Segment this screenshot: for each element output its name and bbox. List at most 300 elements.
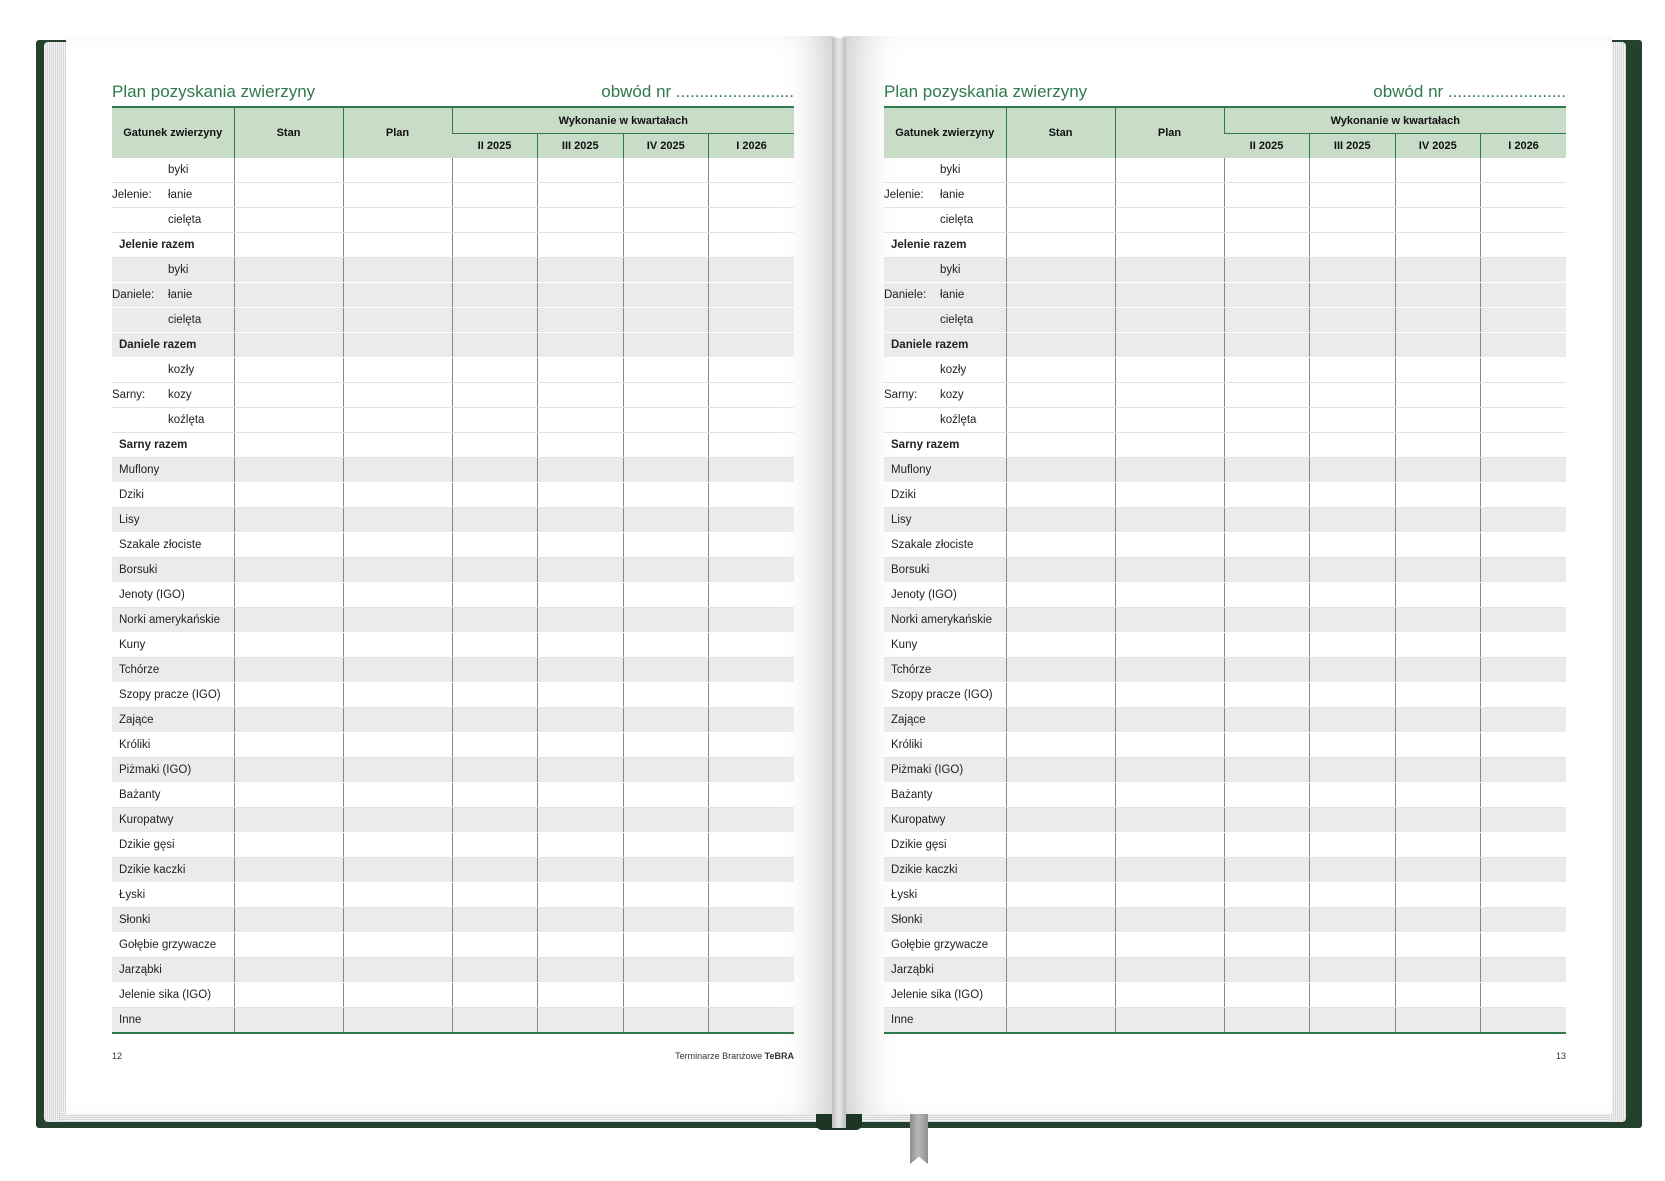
entry-cell[interactable] [1006, 533, 1115, 558]
entry-cell[interactable] [709, 1008, 795, 1034]
entry-cell[interactable] [623, 608, 709, 633]
entry-cell[interactable] [709, 758, 795, 783]
entry-cell[interactable] [452, 633, 538, 658]
entry-cell[interactable] [1224, 158, 1310, 183]
entry-cell[interactable] [1115, 508, 1224, 533]
entry-cell[interactable] [452, 533, 538, 558]
entry-cell[interactable] [234, 683, 343, 708]
entry-cell[interactable] [1395, 908, 1481, 933]
entry-cell[interactable] [1310, 258, 1396, 283]
entry-cell[interactable] [452, 333, 538, 358]
entry-cell[interactable] [1006, 933, 1115, 958]
entry-cell[interactable] [709, 458, 795, 483]
entry-cell[interactable] [1310, 608, 1396, 633]
entry-cell[interactable] [709, 583, 795, 608]
entry-cell[interactable] [1481, 733, 1567, 758]
entry-cell[interactable] [343, 433, 452, 458]
entry-cell[interactable] [1395, 283, 1481, 308]
entry-cell[interactable] [623, 358, 709, 383]
entry-cell[interactable] [1310, 583, 1396, 608]
entry-cell[interactable] [343, 408, 452, 433]
entry-cell[interactable] [1006, 833, 1115, 858]
entry-cell[interactable] [1310, 333, 1396, 358]
entry-cell[interactable] [1395, 608, 1481, 633]
entry-cell[interactable] [234, 983, 343, 1008]
entry-cell[interactable] [452, 558, 538, 583]
entry-cell[interactable] [1224, 608, 1310, 633]
entry-cell[interactable] [1481, 958, 1567, 983]
entry-cell[interactable] [452, 758, 538, 783]
entry-cell[interactable] [452, 208, 538, 233]
entry-cell[interactable] [538, 258, 624, 283]
entry-cell[interactable] [538, 733, 624, 758]
entry-cell[interactable] [1310, 208, 1396, 233]
entry-cell[interactable] [343, 158, 452, 183]
entry-cell[interactable] [1481, 508, 1567, 533]
entry-cell[interactable] [1224, 1008, 1310, 1034]
entry-cell[interactable] [1310, 358, 1396, 383]
entry-cell[interactable] [1115, 1008, 1224, 1034]
entry-cell[interactable] [1481, 533, 1567, 558]
entry-cell[interactable] [452, 283, 538, 308]
entry-cell[interactable] [234, 883, 343, 908]
entry-cell[interactable] [1395, 433, 1481, 458]
entry-cell[interactable] [1115, 283, 1224, 308]
entry-cell[interactable] [452, 358, 538, 383]
entry-cell[interactable] [623, 708, 709, 733]
entry-cell[interactable] [709, 708, 795, 733]
entry-cell[interactable] [538, 608, 624, 633]
entry-cell[interactable] [1115, 958, 1224, 983]
entry-cell[interactable] [1395, 758, 1481, 783]
entry-cell[interactable] [538, 483, 624, 508]
entry-cell[interactable] [1115, 358, 1224, 383]
entry-cell[interactable] [234, 158, 343, 183]
entry-cell[interactable] [1006, 283, 1115, 308]
entry-cell[interactable] [452, 608, 538, 633]
entry-cell[interactable] [1006, 608, 1115, 633]
entry-cell[interactable] [1115, 608, 1224, 633]
entry-cell[interactable] [1006, 708, 1115, 733]
entry-cell[interactable] [234, 283, 343, 308]
entry-cell[interactable] [1115, 858, 1224, 883]
entry-cell[interactable] [709, 658, 795, 683]
entry-cell[interactable] [343, 908, 452, 933]
entry-cell[interactable] [1395, 533, 1481, 558]
entry-cell[interactable] [1006, 258, 1115, 283]
entry-cell[interactable] [709, 733, 795, 758]
entry-cell[interactable] [1395, 558, 1481, 583]
entry-cell[interactable] [623, 283, 709, 308]
entry-cell[interactable] [709, 908, 795, 933]
entry-cell[interactable] [343, 458, 452, 483]
entry-cell[interactable] [709, 883, 795, 908]
entry-cell[interactable] [234, 1008, 343, 1034]
entry-cell[interactable] [452, 383, 538, 408]
entry-cell[interactable] [343, 1008, 452, 1034]
entry-cell[interactable] [1395, 708, 1481, 733]
entry-cell[interactable] [1224, 183, 1310, 208]
entry-cell[interactable] [1224, 583, 1310, 608]
entry-cell[interactable] [709, 608, 795, 633]
entry-cell[interactable] [452, 158, 538, 183]
entry-cell[interactable] [538, 933, 624, 958]
entry-cell[interactable] [1224, 758, 1310, 783]
entry-cell[interactable] [1115, 808, 1224, 833]
entry-cell[interactable] [709, 983, 795, 1008]
entry-cell[interactable] [452, 258, 538, 283]
entry-cell[interactable] [709, 308, 795, 333]
entry-cell[interactable] [1115, 408, 1224, 433]
entry-cell[interactable] [1224, 783, 1310, 808]
entry-cell[interactable] [343, 558, 452, 583]
entry-cell[interactable] [538, 1008, 624, 1034]
entry-cell[interactable] [343, 708, 452, 733]
entry-cell[interactable] [343, 608, 452, 633]
entry-cell[interactable] [538, 383, 624, 408]
entry-cell[interactable] [623, 158, 709, 183]
entry-cell[interactable] [1115, 633, 1224, 658]
entry-cell[interactable] [1481, 683, 1567, 708]
entry-cell[interactable] [234, 358, 343, 383]
entry-cell[interactable] [234, 408, 343, 433]
entry-cell[interactable] [1310, 858, 1396, 883]
entry-cell[interactable] [1115, 333, 1224, 358]
entry-cell[interactable] [452, 858, 538, 883]
entry-cell[interactable] [1006, 508, 1115, 533]
entry-cell[interactable] [343, 933, 452, 958]
entry-cell[interactable] [1224, 408, 1310, 433]
entry-cell[interactable] [1224, 333, 1310, 358]
entry-cell[interactable] [1115, 983, 1224, 1008]
entry-cell[interactable] [538, 908, 624, 933]
entry-cell[interactable] [1006, 408, 1115, 433]
entry-cell[interactable] [1481, 408, 1567, 433]
entry-cell[interactable] [1115, 558, 1224, 583]
entry-cell[interactable] [1006, 983, 1115, 1008]
entry-cell[interactable] [623, 883, 709, 908]
entry-cell[interactable] [343, 533, 452, 558]
entry-cell[interactable] [623, 383, 709, 408]
entry-cell[interactable] [1395, 408, 1481, 433]
entry-cell[interactable] [234, 933, 343, 958]
entry-cell[interactable] [234, 433, 343, 458]
entry-cell[interactable] [1006, 483, 1115, 508]
entry-cell[interactable] [1481, 283, 1567, 308]
entry-cell[interactable] [452, 883, 538, 908]
entry-cell[interactable] [623, 658, 709, 683]
entry-cell[interactable] [709, 833, 795, 858]
entry-cell[interactable] [623, 1008, 709, 1034]
entry-cell[interactable] [1481, 658, 1567, 683]
entry-cell[interactable] [709, 383, 795, 408]
entry-cell[interactable] [538, 433, 624, 458]
entry-cell[interactable] [709, 508, 795, 533]
entry-cell[interactable] [1115, 258, 1224, 283]
entry-cell[interactable] [234, 333, 343, 358]
entry-cell[interactable] [452, 308, 538, 333]
entry-cell[interactable] [1006, 308, 1115, 333]
entry-cell[interactable] [623, 308, 709, 333]
entry-cell[interactable] [1224, 683, 1310, 708]
entry-cell[interactable] [1310, 908, 1396, 933]
entry-cell[interactable] [1395, 683, 1481, 708]
entry-cell[interactable] [1481, 708, 1567, 733]
entry-cell[interactable] [1006, 583, 1115, 608]
entry-cell[interactable] [1224, 358, 1310, 383]
entry-cell[interactable] [452, 1008, 538, 1034]
entry-cell[interactable] [343, 308, 452, 333]
entry-cell[interactable] [1395, 983, 1481, 1008]
entry-cell[interactable] [1481, 933, 1567, 958]
entry-cell[interactable] [623, 333, 709, 358]
entry-cell[interactable] [1115, 883, 1224, 908]
entry-cell[interactable] [1481, 583, 1567, 608]
entry-cell[interactable] [1310, 958, 1396, 983]
entry-cell[interactable] [343, 383, 452, 408]
entry-cell[interactable] [538, 983, 624, 1008]
entry-cell[interactable] [709, 233, 795, 258]
entry-cell[interactable] [1395, 258, 1481, 283]
entry-cell[interactable] [623, 783, 709, 808]
entry-cell[interactable] [1310, 658, 1396, 683]
entry-cell[interactable] [1481, 433, 1567, 458]
entry-cell[interactable] [1310, 733, 1396, 758]
entry-cell[interactable] [452, 408, 538, 433]
entry-cell[interactable] [1395, 858, 1481, 883]
entry-cell[interactable] [538, 958, 624, 983]
entry-cell[interactable] [234, 633, 343, 658]
entry-cell[interactable] [709, 183, 795, 208]
entry-cell[interactable] [1224, 808, 1310, 833]
entry-cell[interactable] [343, 258, 452, 283]
entry-cell[interactable] [1310, 283, 1396, 308]
entry-cell[interactable] [234, 533, 343, 558]
entry-cell[interactable] [538, 358, 624, 383]
entry-cell[interactable] [1224, 383, 1310, 408]
entry-cell[interactable] [452, 958, 538, 983]
entry-cell[interactable] [1395, 783, 1481, 808]
entry-cell[interactable] [1310, 383, 1396, 408]
entry-cell[interactable] [1224, 733, 1310, 758]
entry-cell[interactable] [234, 858, 343, 883]
entry-cell[interactable] [452, 733, 538, 758]
entry-cell[interactable] [1115, 683, 1224, 708]
entry-cell[interactable] [1224, 233, 1310, 258]
entry-cell[interactable] [709, 683, 795, 708]
entry-cell[interactable] [1115, 908, 1224, 933]
entry-cell[interactable] [1006, 158, 1115, 183]
entry-cell[interactable] [1115, 383, 1224, 408]
entry-cell[interactable] [1310, 1008, 1396, 1034]
entry-cell[interactable] [452, 683, 538, 708]
entry-cell[interactable] [234, 808, 343, 833]
entry-cell[interactable] [452, 783, 538, 808]
entry-cell[interactable] [234, 483, 343, 508]
entry-cell[interactable] [1006, 458, 1115, 483]
entry-cell[interactable] [1224, 458, 1310, 483]
entry-cell[interactable] [452, 933, 538, 958]
entry-cell[interactable] [234, 458, 343, 483]
entry-cell[interactable] [343, 658, 452, 683]
entry-cell[interactable] [1006, 383, 1115, 408]
entry-cell[interactable] [1310, 433, 1396, 458]
entry-cell[interactable] [1395, 383, 1481, 408]
entry-cell[interactable] [1481, 383, 1567, 408]
entry-cell[interactable] [1481, 358, 1567, 383]
entry-cell[interactable] [343, 808, 452, 833]
entry-cell[interactable] [1115, 433, 1224, 458]
entry-cell[interactable] [538, 333, 624, 358]
entry-cell[interactable] [1224, 433, 1310, 458]
entry-cell[interactable] [1224, 533, 1310, 558]
entry-cell[interactable] [709, 208, 795, 233]
entry-cell[interactable] [1115, 233, 1224, 258]
entry-cell[interactable] [452, 708, 538, 733]
entry-cell[interactable] [452, 483, 538, 508]
entry-cell[interactable] [1115, 783, 1224, 808]
entry-cell[interactable] [1224, 883, 1310, 908]
entry-cell[interactable] [343, 733, 452, 758]
entry-cell[interactable] [1115, 208, 1224, 233]
entry-cell[interactable] [1310, 808, 1396, 833]
entry-cell[interactable] [1115, 308, 1224, 333]
entry-cell[interactable] [343, 683, 452, 708]
entry-cell[interactable] [623, 583, 709, 608]
entry-cell[interactable] [623, 933, 709, 958]
entry-cell[interactable] [1310, 833, 1396, 858]
entry-cell[interactable] [1224, 633, 1310, 658]
entry-cell[interactable] [538, 683, 624, 708]
entry-cell[interactable] [709, 433, 795, 458]
entry-cell[interactable] [234, 583, 343, 608]
entry-cell[interactable] [234, 658, 343, 683]
entry-cell[interactable] [234, 183, 343, 208]
entry-cell[interactable] [343, 958, 452, 983]
entry-cell[interactable] [234, 908, 343, 933]
entry-cell[interactable] [1224, 283, 1310, 308]
entry-cell[interactable] [1224, 658, 1310, 683]
entry-cell[interactable] [452, 458, 538, 483]
entry-cell[interactable] [343, 333, 452, 358]
entry-cell[interactable] [1006, 208, 1115, 233]
entry-cell[interactable] [452, 908, 538, 933]
entry-cell[interactable] [1310, 183, 1396, 208]
entry-cell[interactable] [1310, 783, 1396, 808]
entry-cell[interactable] [1006, 233, 1115, 258]
entry-cell[interactable] [1310, 558, 1396, 583]
entry-cell[interactable] [452, 433, 538, 458]
entry-cell[interactable] [1006, 908, 1115, 933]
entry-cell[interactable] [1310, 883, 1396, 908]
entry-cell[interactable] [343, 358, 452, 383]
entry-cell[interactable] [709, 783, 795, 808]
entry-cell[interactable] [1006, 958, 1115, 983]
entry-cell[interactable] [234, 733, 343, 758]
entry-cell[interactable] [1481, 808, 1567, 833]
entry-cell[interactable] [1006, 633, 1115, 658]
entry-cell[interactable] [1006, 733, 1115, 758]
entry-cell[interactable] [623, 183, 709, 208]
entry-cell[interactable] [709, 158, 795, 183]
entry-cell[interactable] [1395, 358, 1481, 383]
entry-cell[interactable] [343, 283, 452, 308]
entry-cell[interactable] [1115, 183, 1224, 208]
entry-cell[interactable] [1481, 183, 1567, 208]
entry-cell[interactable] [709, 958, 795, 983]
entry-cell[interactable] [1481, 558, 1567, 583]
entry-cell[interactable] [1395, 308, 1481, 333]
entry-cell[interactable] [709, 633, 795, 658]
entry-cell[interactable] [623, 508, 709, 533]
entry-cell[interactable] [709, 808, 795, 833]
entry-cell[interactable] [1481, 258, 1567, 283]
entry-cell[interactable] [1006, 333, 1115, 358]
entry-cell[interactable] [538, 858, 624, 883]
entry-cell[interactable] [623, 483, 709, 508]
entry-cell[interactable] [1481, 233, 1567, 258]
entry-cell[interactable] [1395, 958, 1481, 983]
entry-cell[interactable] [234, 958, 343, 983]
entry-cell[interactable] [538, 208, 624, 233]
entry-cell[interactable] [343, 758, 452, 783]
entry-cell[interactable] [1224, 508, 1310, 533]
entry-cell[interactable] [538, 833, 624, 858]
entry-cell[interactable] [1395, 483, 1481, 508]
entry-cell[interactable] [1395, 158, 1481, 183]
entry-cell[interactable] [234, 508, 343, 533]
entry-cell[interactable] [623, 258, 709, 283]
entry-cell[interactable] [234, 308, 343, 333]
entry-cell[interactable] [1115, 483, 1224, 508]
entry-cell[interactable] [1395, 933, 1481, 958]
entry-cell[interactable] [538, 308, 624, 333]
entry-cell[interactable] [623, 858, 709, 883]
entry-cell[interactable] [1395, 508, 1481, 533]
entry-cell[interactable] [1481, 758, 1567, 783]
entry-cell[interactable] [623, 683, 709, 708]
entry-cell[interactable] [1224, 208, 1310, 233]
entry-cell[interactable] [1395, 808, 1481, 833]
entry-cell[interactable] [1224, 483, 1310, 508]
entry-cell[interactable] [1115, 583, 1224, 608]
entry-cell[interactable] [538, 158, 624, 183]
entry-cell[interactable] [343, 483, 452, 508]
entry-cell[interactable] [234, 708, 343, 733]
entry-cell[interactable] [1310, 308, 1396, 333]
entry-cell[interactable] [1115, 158, 1224, 183]
entry-cell[interactable] [1395, 1008, 1481, 1034]
entry-cell[interactable] [1224, 833, 1310, 858]
entry-cell[interactable] [1395, 233, 1481, 258]
entry-cell[interactable] [1310, 708, 1396, 733]
entry-cell[interactable] [1006, 433, 1115, 458]
entry-cell[interactable] [343, 583, 452, 608]
entry-cell[interactable] [1395, 733, 1481, 758]
entry-cell[interactable] [623, 208, 709, 233]
entry-cell[interactable] [343, 858, 452, 883]
entry-cell[interactable] [1395, 333, 1481, 358]
entry-cell[interactable] [1395, 183, 1481, 208]
entry-cell[interactable] [1481, 858, 1567, 883]
entry-cell[interactable] [234, 258, 343, 283]
entry-cell[interactable] [1310, 633, 1396, 658]
entry-cell[interactable] [709, 558, 795, 583]
entry-cell[interactable] [452, 233, 538, 258]
entry-cell[interactable] [343, 208, 452, 233]
entry-cell[interactable] [1481, 1008, 1567, 1034]
entry-cell[interactable] [709, 258, 795, 283]
